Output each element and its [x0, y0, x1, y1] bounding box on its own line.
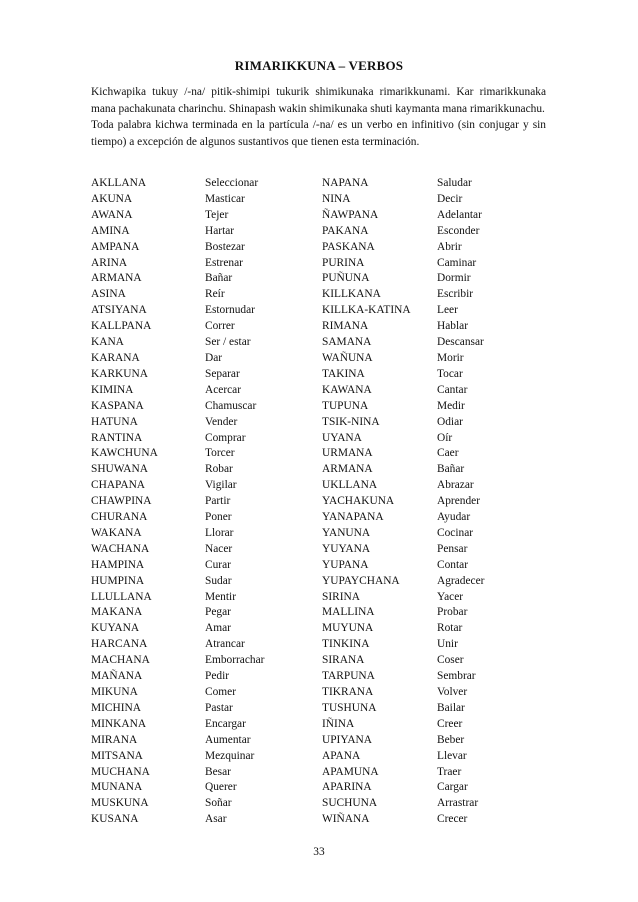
- table-row: [91, 685, 551, 701]
- spanish-verb: Bostezar: [205, 240, 245, 253]
- kichwa-verb: MIRANA: [91, 733, 138, 746]
- kichwa-verb: YANAPANA: [322, 511, 384, 524]
- kichwa-verb: KILLKA-KATINA: [322, 304, 411, 317]
- spanish-verb: Sudar: [205, 574, 232, 587]
- kichwa-verb: YACHAKUNA: [322, 495, 395, 508]
- kichwa-verb: AKUNA: [91, 192, 133, 205]
- kichwa-verb: ÑAWPANA: [322, 208, 379, 221]
- table-row: [91, 351, 551, 367]
- table-row: [91, 415, 551, 431]
- table-row: [91, 478, 551, 494]
- spanish-verb: Partir: [205, 495, 231, 508]
- kichwa-verb: KASPANA: [91, 399, 144, 412]
- kichwa-verb: TINKINA: [322, 638, 370, 651]
- table-row: [91, 812, 551, 828]
- kichwa-verb: WIÑANA: [322, 813, 370, 826]
- kichwa-verb: LLULLANA: [91, 590, 152, 603]
- table-row: [91, 590, 551, 606]
- intro-paragraph-spanish: Toda palabra kichwa terminada en la partícula /-na/ es un verbo en infinitivo (sin conjugar y sin tiempo) a excepción de algunos sustantivos que tienen esta terminación.: [91, 119, 546, 148]
- table-row: [91, 765, 551, 781]
- spanish-verb: Torcer: [205, 447, 235, 460]
- table-row: [91, 431, 551, 447]
- kichwa-verb: APAMUNA: [322, 765, 379, 778]
- table-row: [91, 526, 551, 542]
- kichwa-verb: HARCANA: [91, 638, 148, 651]
- table-row: [91, 717, 551, 733]
- kichwa-verb: PUÑUNA: [322, 272, 370, 285]
- table-row: [91, 494, 551, 510]
- kichwa-verb: WAKANA: [91, 526, 142, 539]
- spanish-verb: Comer: [205, 686, 237, 698]
- table-row: [91, 637, 551, 653]
- spanish-verb: Beber: [437, 733, 465, 746]
- spanish-verb: Volver: [437, 686, 468, 698]
- kichwa-verb: UPIYANA: [322, 733, 372, 746]
- table-row: [91, 780, 551, 796]
- kichwa-verb: RANTINA: [91, 431, 143, 444]
- kichwa-verb: MUNANA: [91, 781, 143, 794]
- table-row: [91, 462, 551, 478]
- table-row: [91, 669, 551, 685]
- table-row: [91, 558, 551, 574]
- spanish-verb: Nacer: [205, 542, 233, 555]
- kichwa-verb: KAWANA: [322, 383, 372, 396]
- spanish-verb: Vigilar: [205, 479, 237, 492]
- kichwa-verb: PURINA: [322, 256, 365, 269]
- kichwa-verb: MICHINA: [91, 701, 141, 714]
- spanish-verb: Masticar: [205, 192, 245, 205]
- kichwa-verb: WACHANA: [91, 542, 150, 555]
- spanish-verb: Rotar: [437, 622, 463, 635]
- spanish-verb: Separar: [205, 367, 240, 380]
- kichwa-verb: KIMINA: [91, 383, 134, 396]
- kichwa-verb: MALLINA: [322, 606, 375, 619]
- spanish-verb: Oír: [437, 431, 453, 444]
- spanish-verb: Escribir: [437, 288, 474, 301]
- spanish-verb: Curar: [205, 558, 231, 571]
- spanish-verb: Asar: [205, 813, 227, 826]
- spanish-verb: Caer: [437, 447, 459, 460]
- spanish-verb: Correr: [205, 320, 235, 333]
- spanish-verb: Abrir: [437, 240, 462, 253]
- kichwa-verb: AMPANA: [91, 240, 140, 253]
- intro-paragraph-kichwa: Kichwapika tukuy /-na/ pitik-shimipi tukurik shimikunaka rimarikkunami. Kar rimarikkunaka mana pachakunata charinchu. Shinapash wakin shimikunaka shuti kaymanta mana rimarikkunachu.: [91, 86, 546, 115]
- kichwa-verb: TSIK-NINA: [322, 415, 380, 428]
- kichwa-verb: NINA: [322, 192, 351, 205]
- spanish-verb: Hablar: [437, 320, 468, 333]
- kichwa-verb: CHAWPINA: [91, 495, 152, 508]
- spanish-verb: Soñar: [205, 797, 232, 810]
- spanish-verb: Vender: [205, 415, 238, 428]
- kichwa-verb: RIMANA: [322, 320, 369, 333]
- kichwa-verb: ARMANA: [91, 272, 142, 285]
- kichwa-verb: MUYUNA: [322, 622, 374, 635]
- kichwa-verb: URMANA: [322, 447, 373, 460]
- spanish-verb: Chamuscar: [205, 399, 257, 412]
- spanish-verb: Poner: [205, 511, 232, 524]
- spanish-verb: Traer: [437, 765, 462, 778]
- table-row: [91, 224, 551, 240]
- kichwa-verb: TIKRANA: [322, 686, 374, 698]
- spanish-verb: Odiar: [437, 415, 463, 428]
- spanish-verb: Seleccionar: [205, 177, 259, 189]
- spanish-verb: Ser / estar: [205, 336, 251, 349]
- table-row: [91, 749, 551, 765]
- spanish-verb: Aumentar: [205, 733, 251, 746]
- table-row: [91, 796, 551, 812]
- spanish-verb: Unir: [437, 638, 458, 651]
- spanish-verb: Estrenar: [205, 256, 243, 269]
- kichwa-verb: ARINA: [91, 256, 128, 269]
- verb-table: [91, 176, 551, 828]
- spanish-verb: Llorar: [205, 526, 234, 539]
- kichwa-verb: ASINA: [91, 288, 126, 301]
- spanish-verb: Caminar: [437, 256, 477, 269]
- spanish-verb: Contar: [437, 558, 469, 571]
- page-number: 33: [313, 846, 325, 858]
- table-row: [91, 240, 551, 256]
- page-title: RIMARIKKUNA – VERBOS: [234, 58, 404, 73]
- table-row: [91, 303, 551, 319]
- kichwa-verb: SIRANA: [322, 654, 365, 667]
- table-row: [91, 510, 551, 526]
- table-row: [91, 701, 551, 717]
- kichwa-verb: SAMANA: [322, 336, 372, 349]
- kichwa-verb: MINKANA: [91, 717, 147, 730]
- intro-text: [91, 84, 546, 150]
- spanish-verb: Llevar: [437, 749, 467, 762]
- kichwa-verb: KUYANA: [91, 622, 140, 635]
- kichwa-verb: AMINA: [91, 224, 130, 237]
- kichwa-verb: MAKANA: [91, 606, 143, 619]
- kichwa-verb: TAKINA: [322, 367, 365, 380]
- spanish-verb: Pastar: [205, 701, 233, 714]
- spanish-verb: Reír: [205, 288, 225, 301]
- spanish-verb: Estornudar: [205, 304, 255, 317]
- kichwa-verb: KANA: [91, 336, 124, 349]
- spanish-verb: Sembrar: [437, 670, 476, 683]
- table-row: [91, 335, 551, 351]
- kichwa-verb: TARPUNA: [322, 670, 375, 683]
- kichwa-verb: YUPANA: [322, 558, 369, 571]
- spanish-verb: Descansar: [437, 336, 484, 349]
- spanish-verb: Tocar: [437, 367, 463, 380]
- table-row: [91, 653, 551, 669]
- spanish-verb: Emborrachar: [205, 654, 265, 667]
- kichwa-verb: WAÑUNA: [322, 351, 373, 364]
- table-row: [91, 271, 551, 287]
- spanish-verb: Acercar: [205, 383, 242, 396]
- kichwa-verb: MAÑANA: [91, 670, 143, 683]
- kichwa-verb: APANA: [322, 749, 361, 762]
- table-row: [91, 574, 551, 590]
- spanish-verb: Agradecer: [437, 574, 485, 587]
- kichwa-verb: UKLLANA: [322, 479, 378, 492]
- kichwa-verb: ARMANA: [322, 463, 373, 476]
- spanish-verb: Bañar: [437, 463, 465, 476]
- spanish-verb: Abrazar: [437, 479, 474, 492]
- kichwa-verb: CHURANA: [91, 511, 148, 524]
- table-row: [91, 383, 551, 399]
- kichwa-verb: KAWCHUNA: [91, 447, 158, 460]
- kichwa-verb: APARINA: [322, 781, 372, 794]
- table-row: [91, 605, 551, 621]
- table-row: [91, 446, 551, 462]
- kichwa-verb: HAMPINA: [91, 558, 145, 571]
- table-row: [91, 367, 551, 383]
- spanish-verb: Querer: [205, 781, 237, 794]
- kichwa-verb: IÑINA: [322, 717, 355, 730]
- spanish-verb: Ayudar: [437, 511, 471, 524]
- spanish-verb: Comprar: [205, 431, 246, 444]
- kichwa-verb: MITSANA: [91, 749, 143, 762]
- spanish-verb: Decir: [437, 192, 463, 205]
- spanish-verb: Dormir: [437, 272, 471, 285]
- spanish-verb: Pensar: [437, 542, 468, 555]
- spanish-verb: Pedir: [205, 670, 230, 683]
- spanish-verb: Coser: [437, 654, 464, 667]
- table-row: [91, 176, 551, 192]
- kichwa-verb: MUSKUNA: [91, 797, 149, 810]
- kichwa-verb: AKLLANA: [91, 177, 147, 189]
- table-row: [91, 733, 551, 749]
- kichwa-verb: TUSHUNA: [322, 701, 377, 714]
- kichwa-verb: ATSIYANA: [91, 304, 147, 317]
- spanish-verb: Cocinar: [437, 526, 474, 539]
- table-row: [91, 319, 551, 335]
- spanish-verb: Encargar: [205, 717, 246, 730]
- kichwa-verb: HUMPINA: [91, 574, 145, 587]
- spanish-verb: Medir: [437, 399, 465, 412]
- kichwa-verb: PASKANA: [322, 240, 375, 253]
- spanish-verb: Atrancar: [205, 638, 245, 651]
- kichwa-verb: MUCHANA: [91, 765, 150, 778]
- spanish-verb: Yacer: [437, 590, 464, 603]
- spanish-verb: Morir: [437, 351, 464, 364]
- kichwa-verb: YUYANA: [322, 542, 371, 555]
- spanish-verb: Amar: [205, 622, 231, 635]
- spanish-verb: Cantar: [437, 383, 468, 396]
- table-row: [91, 287, 551, 303]
- kichwa-verb: CHAPANA: [91, 479, 146, 492]
- kichwa-verb: SHUWANA: [91, 463, 148, 476]
- spanish-verb: Tejer: [205, 208, 229, 221]
- spanish-verb: Pegar: [205, 606, 231, 619]
- spanish-verb: Bañar: [205, 272, 233, 285]
- kichwa-verb: HATUNA: [91, 415, 138, 428]
- table-row: [91, 256, 551, 272]
- kichwa-verb: YUPAYCHANA: [322, 574, 400, 587]
- table-row: [91, 399, 551, 415]
- kichwa-verb: KILLKANA: [322, 288, 381, 301]
- spanish-verb: Creer: [437, 717, 463, 730]
- kichwa-verb: UYANA: [322, 431, 362, 444]
- spanish-verb: Hartar: [205, 224, 235, 237]
- kichwa-verb: MIKUNA: [91, 686, 138, 698]
- kichwa-verb: KARKUNA: [91, 367, 148, 380]
- kichwa-verb: YANUNA: [322, 526, 371, 539]
- spanish-verb: Bailar: [437, 701, 465, 714]
- verb-table-body: [91, 176, 551, 828]
- table-row: [91, 192, 551, 208]
- spanish-verb: Robar: [205, 463, 233, 476]
- spanish-verb: Cargar: [437, 781, 468, 794]
- table-row: [91, 621, 551, 637]
- spanish-verb: Crecer: [437, 813, 468, 826]
- kichwa-verb: KALLPANA: [91, 320, 152, 333]
- kichwa-verb: AWANA: [91, 208, 133, 221]
- spanish-verb: Besar: [205, 765, 231, 778]
- kichwa-verb: PAKANA: [322, 224, 369, 237]
- spanish-verb: Mentir: [205, 590, 237, 603]
- spanish-verb: Adelantar: [437, 208, 482, 221]
- kichwa-verb: MACHANA: [91, 654, 150, 667]
- kichwa-verb: KUSANA: [91, 813, 139, 826]
- spanish-verb: Probar: [437, 606, 468, 619]
- kichwa-verb: TUPUNA: [322, 399, 369, 412]
- spanish-verb: Leer: [437, 304, 458, 317]
- spanish-verb: Aprender: [437, 495, 481, 508]
- spanish-verb: Saludar: [437, 177, 472, 189]
- kichwa-verb: NAPANA: [322, 177, 369, 189]
- kichwa-verb: SIRINA: [322, 590, 360, 603]
- table-row: [91, 542, 551, 558]
- spanish-verb: Arrastrar: [437, 797, 479, 810]
- table-row: [91, 208, 551, 224]
- spanish-verb: Dar: [205, 351, 223, 364]
- kichwa-verb: SUCHUNA: [322, 797, 378, 810]
- spanish-verb: Mezquinar: [205, 749, 255, 762]
- kichwa-verb: KARANA: [91, 351, 140, 364]
- spanish-verb: Esconder: [437, 224, 480, 237]
